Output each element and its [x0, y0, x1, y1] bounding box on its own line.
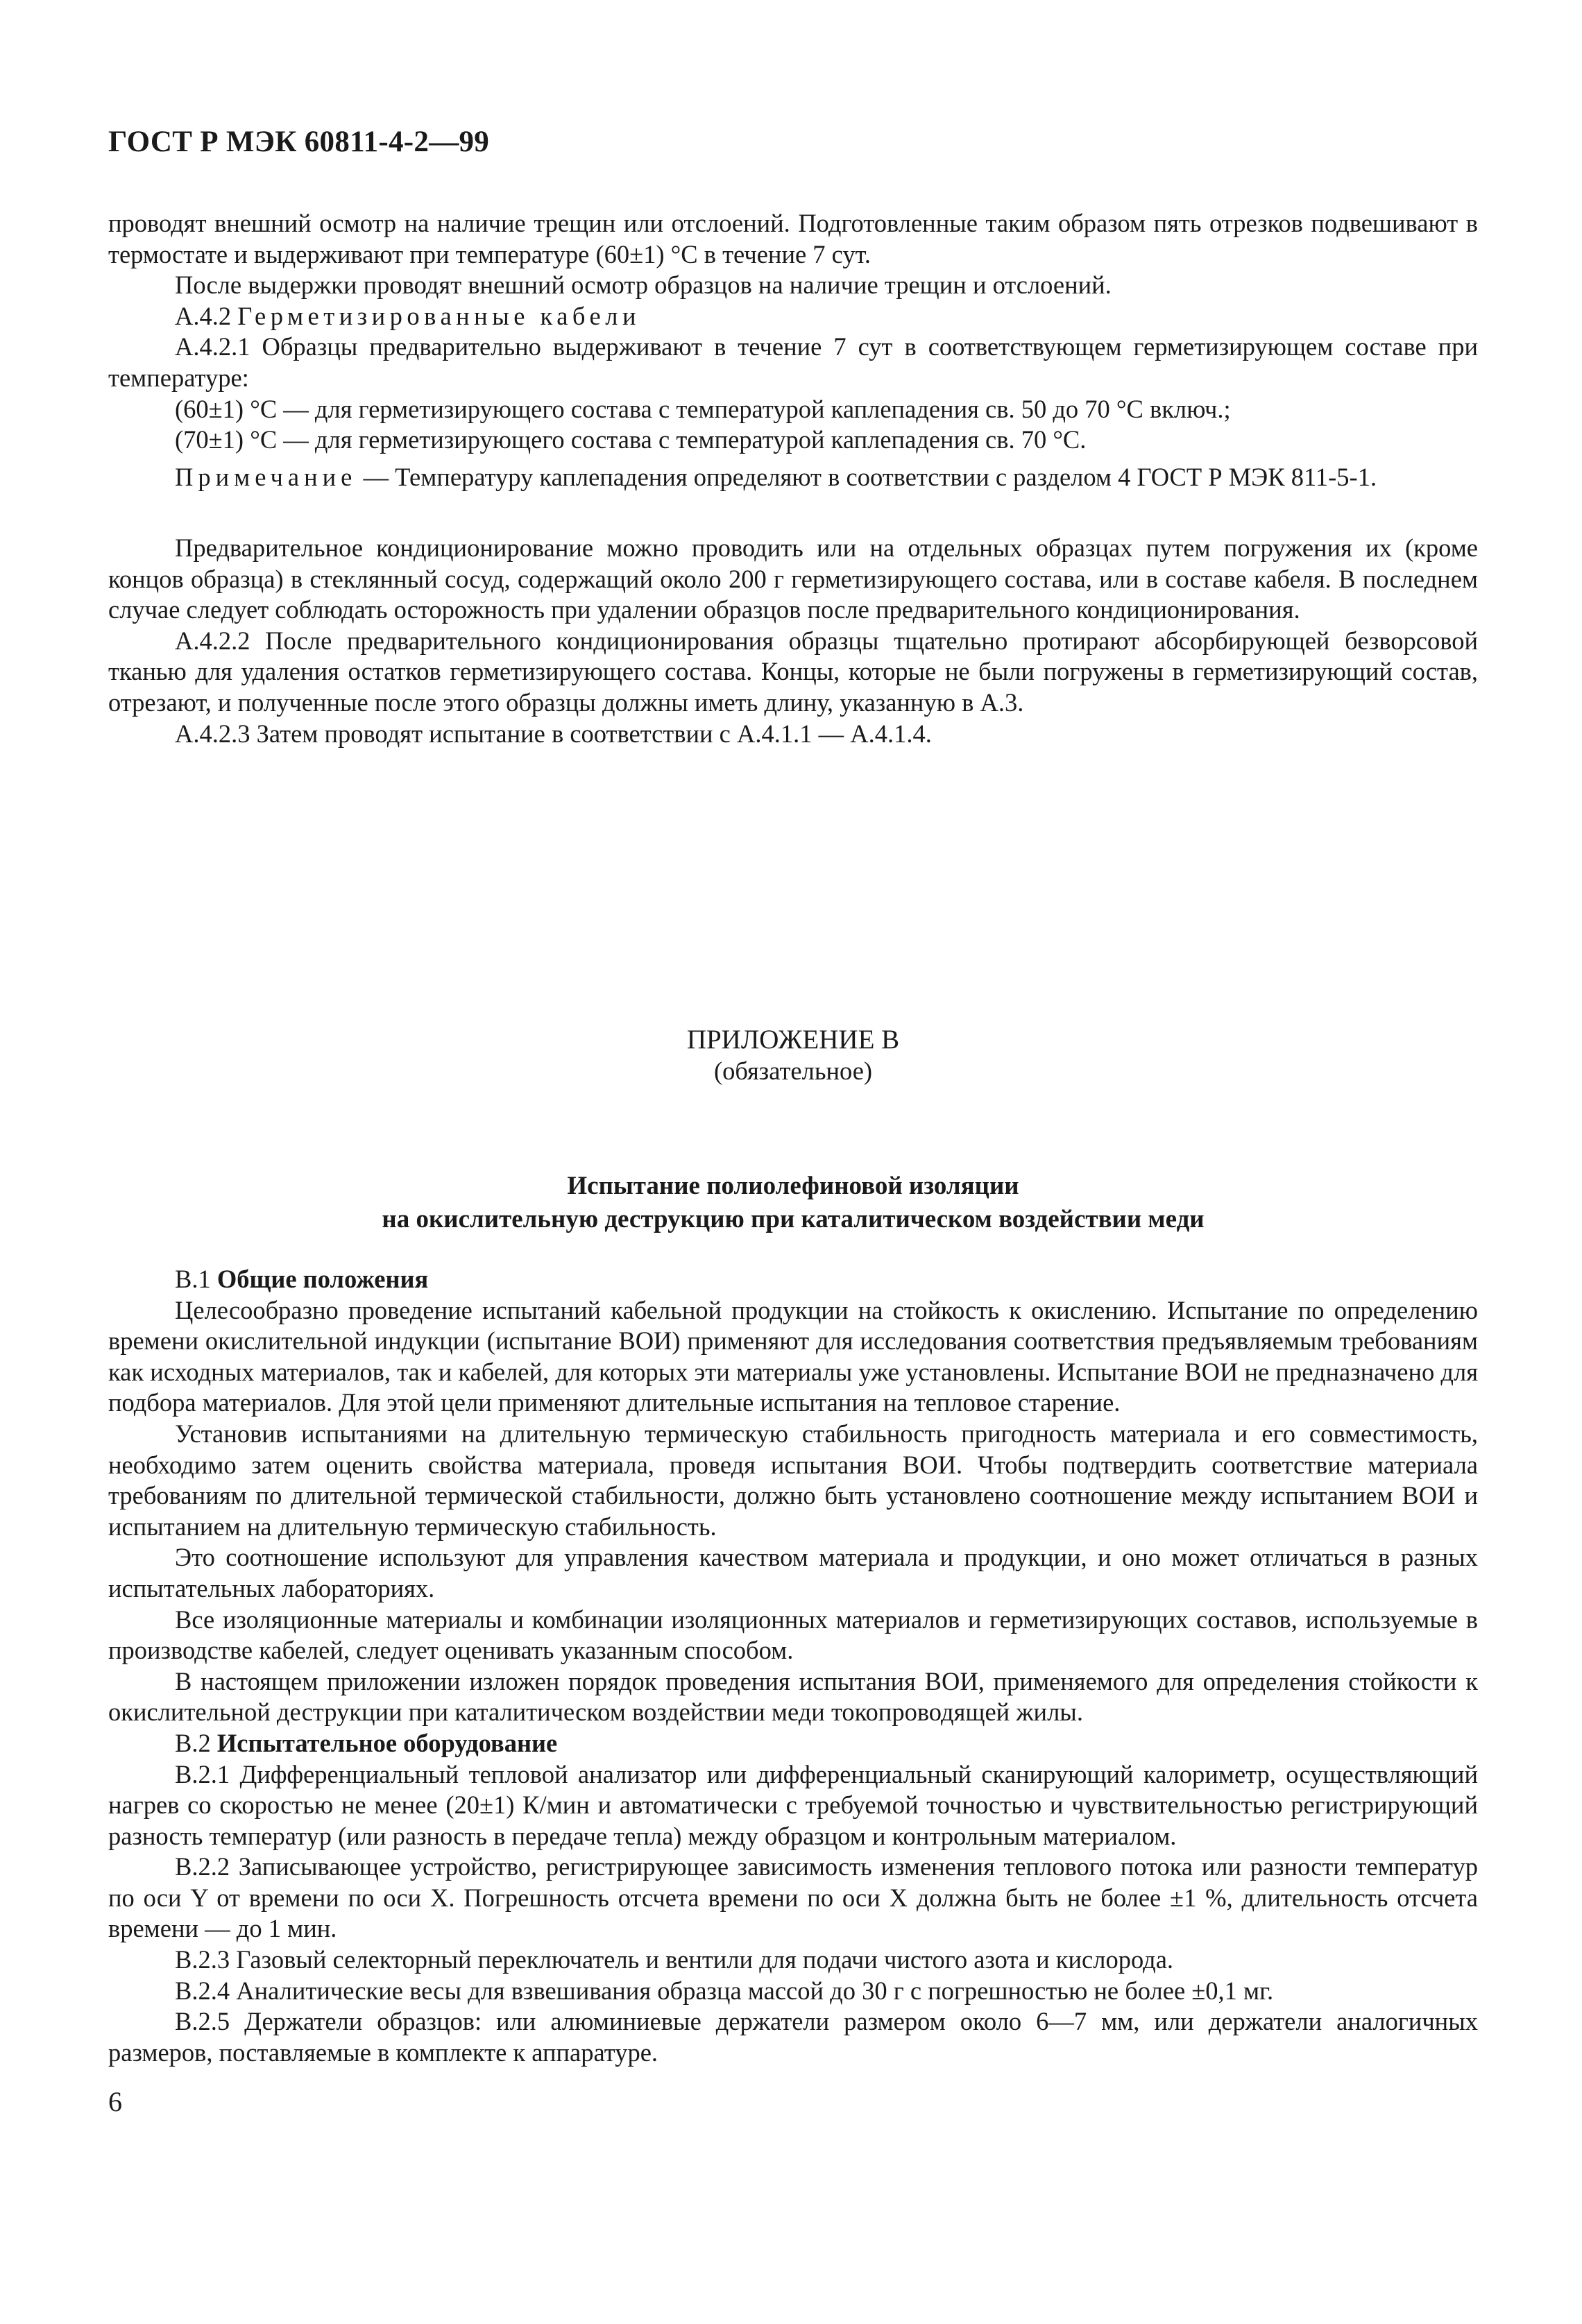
temperature-line-2: (70±1) °С — для герметизирующего состава с температурой каплепадения св. 70 °С.: [175, 425, 1087, 454]
paragraph: В настоящем приложении изложен порядок проведения испытания ВОИ, применяемого для определения стойкости к окислительной деструкции при каталитическом воздействии меди токопроводящей жилы.: [108, 1666, 1478, 1727]
paragraph-b21: В.2.1 Дифференциальный тепловой анализатор или дифференциальный сканирующий калориметр, осуществляющий нагрев со скоростью не менее (20±1) К/мин и автоматически с требуемой точностью и чувствительностью регистрирующий разность температур (или разность в передаче тепла) между образцом и контрольным материалом.: [108, 1759, 1478, 1850]
paragraph: После выдержки проводят внешний осмотр образцов на наличие трещин и отслоений.: [175, 271, 1112, 300]
paragraph-b22: В.2.2 Записывающее устройство, регистрирующее зависимость изменения теплового потока или разности температур по оси Y от времени по оси X. Погрешность отсчета времени по оси X должна быть не более ±1 %, длительность отсчета времени — до 1 мин.: [108, 1852, 1478, 1943]
note-label: Примечание: [175, 463, 357, 491]
note: [108, 462, 1478, 493]
appendix-heading-line-1: Испытание полиолефиновой изоляции: [567, 1172, 1019, 1200]
section-number: В.1: [175, 1265, 211, 1293]
document-header: ГОСТ Р МЭК 60811-4-2—99: [108, 126, 490, 158]
paragraph: Это соотношение используют для управления качеством материала и продукции, и оно может отличаться в разных испытательных лабораториях.: [108, 1543, 1478, 1603]
note-block: [108, 462, 1478, 493]
appendix-heading: [108, 1170, 1478, 1236]
section-number: В.2: [175, 1728, 211, 1757]
temperature-line-1: (60±1) °С — для герметизирующего состава с температурой каплепадения св. 50 до 70 °С включ.;: [175, 394, 1231, 423]
section-heading-b1: [108, 1264, 1478, 1295]
paragraph-a423: А.4.2.3 Затем проводят испытание в соответствии с А.4.1.1 — А.4.1.4.: [175, 719, 932, 748]
page-number: 6: [108, 2086, 122, 2117]
subsection-number: А.4.2: [175, 301, 232, 330]
section-title: Общие положения: [216, 1265, 429, 1293]
appendix-subtitle: (обязательное): [713, 1057, 873, 1085]
subsection-title: Герметизированные кабели: [237, 301, 640, 330]
paragraph-b25: В.2.5 Держатели образцов: или алюминиевые держатели размером около 6—7 мм, или держатели аналогичных размеров, поставляемые в комплекте к аппаратуре.: [108, 2007, 1478, 2067]
appendix-heading-line-2: на окислительную деструкцию при каталитическом воздействии меди: [382, 1205, 1205, 1233]
paragraph: Установив испытаниями на длительную термическую стабильность пригодность материала и его совместимость, необходимо затем оценить свойства материала, проведя испытания ВОИ. Чтобы подтвердить соответствие материала требованиям по длительной термической стабильности, должно быть установлено соотношение между испытанием ВОИ и испытанием на длительную термическую стабильность.: [108, 1419, 1478, 1541]
section-a42-continuation: [108, 533, 1478, 749]
paragraph: Предварительное кондиционирование можно проводить или на отдельных образцах путем погружения их (кроме концов образца) в стеклянный сосуд, содержащий около 200 г герметизирующего состава, или в составе кабеля. В последнем случае следует соблюдать осторожность при удалении образцов после предварительного кондиционирования.: [108, 533, 1478, 624]
section-b: [108, 1264, 1478, 2068]
paragraph: Целесообразно проведение испытаний кабельной продукции на стойкость к окислению. Испытание по определению времени окислительной индукции (испытание ВОИ) применяют для исследования соответствия предъявляемым требованиям как исходных материалов, так и кабелей, для которых эти материалы уже установлены. Испытание ВОИ не предназначено для подбора материалов. Для этой цели применяют длительные испытания на тепловое старение.: [108, 1295, 1478, 1417]
paragraph-a422: А.4.2.2 После предварительного кондиционирования образцы тщательно протирают абсорбирующей безворсовой тканью для удаления остатков герметизирующего состава. Концы, которые не были погружены в герметизирующий состав, отрезают, и полученные после этого образцы должны иметь длину, указанную в А.3.: [108, 626, 1478, 717]
section-title: Испытательное оборудование: [216, 1728, 558, 1757]
paragraph: Все изоляционные материалы и комбинации изоляционных материалов и герметизирующих составов, используемые в производстве кабелей, следует оценивать указанным способом.: [108, 1605, 1478, 1665]
paragraph-a421: А.4.2.1 Образцы предварительно выдерживают в течение 7 сут в соответствующем герметизирующем составе при температуре:: [108, 332, 1478, 392]
section-heading-b2: [108, 1728, 1478, 1759]
subsection-heading-a42: [108, 301, 1478, 332]
appendix-title: ПРИЛОЖЕНИЕ В: [686, 1025, 900, 1054]
paragraph-b24: В.2.4 Аналитические весы для взвешивания образца массой до 30 г с погрешностью не более ±0,1 мг.: [175, 1976, 1274, 2005]
paragraph-b23: В.2.3 Газовый селекторный переключатель и вентили для подачи чистого азота и кислорода.: [175, 1945, 1174, 1974]
section-a4-continuation: [108, 208, 1478, 456]
paragraph: проводят внешний осмотр на наличие трещин или отслоений. Подготовленные таким образом пять отрезков подвешивают в термостате и выдерживают при температуре (60±1) °С в течение 7 сут.: [108, 209, 1478, 268]
note-text: — Температуру каплепадения определяют в соответствии с разделом 4 ГОСТ Р МЭК 811-5-1.: [357, 463, 1377, 491]
